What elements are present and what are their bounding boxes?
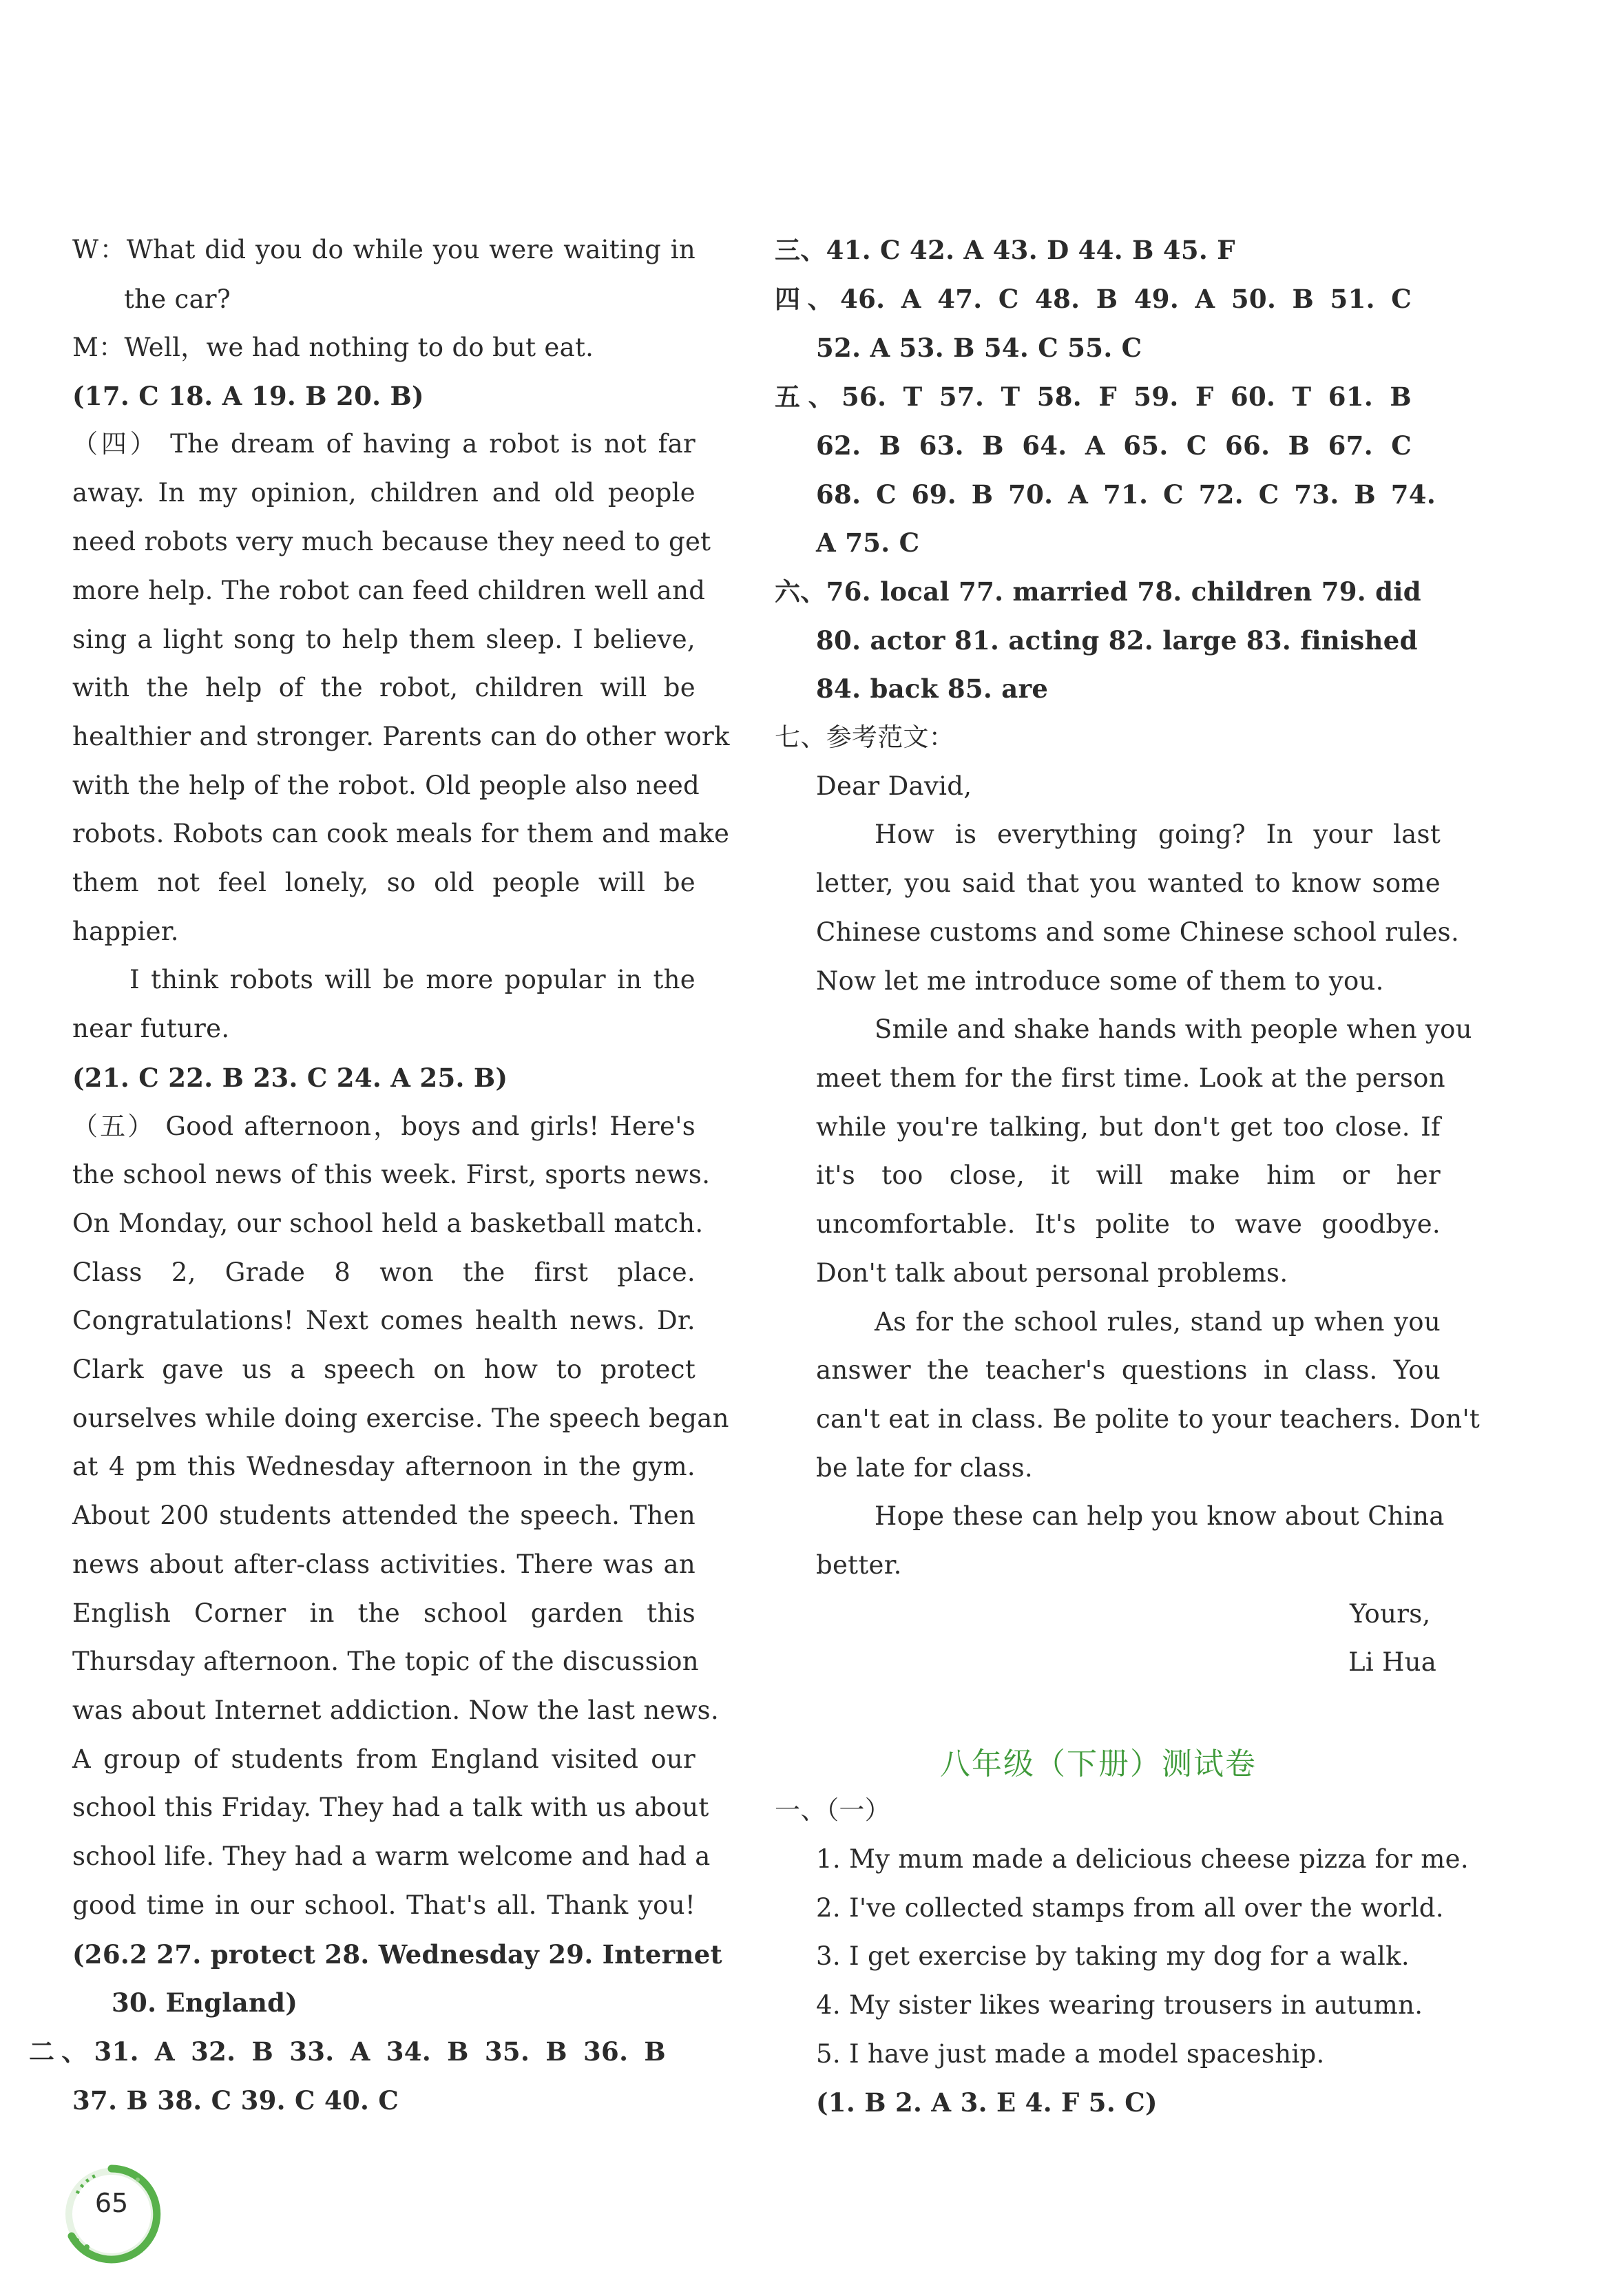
text-line: healthier and stronger. Parents can do other work [72,722,730,751]
text-line: Now let me introduce some of them to you. [816,966,1384,996]
text-line: As for the school rules, stand up when you [875,1307,1441,1337]
answer-key-line: A 75. C [816,528,920,558]
text-line: M：Well，we had nothing to do but eat. [72,333,594,362]
answer-key-line: (17. C 18. A 19. B 20. B) [72,381,424,411]
text-line: Hope these can help you know about China [875,1501,1445,1531]
letter-signature: Li Hua [1348,1647,1437,1677]
section-heading: 一、（一） [775,1795,890,1825]
text-line: On Monday, our school held a basketball match. [72,1209,704,1238]
text-line: 4. My sister likes wearing trousers in autumn. [816,1990,1423,2020]
text-line: near future. [72,1014,230,1043]
answer-key-line: 五、56. T 57. T 58. F 59. F 60. T 61. B [775,382,1412,412]
answer-key-line: (21. C 22. B 23. C 24. A 25. B) [72,1063,508,1093]
text-line: letter, you said that you wanted to know some [816,868,1441,898]
answer-key-line: 二、31. A 32. B 33. A 34. B 35. B 36. B [29,2036,666,2067]
answer-key-line: (1. B 2. A 3. E 4. F 5. C) [816,2087,1158,2118]
text-line: good time in our school. That's all. Thank you! [72,1890,696,1920]
text-line: at 4 pm this Wednesday afternoon in the gym. [72,1452,696,1481]
text-line: news about after-class activities. There was an [72,1549,696,1579]
text-line: Smile and shake hands with people when you [875,1014,1472,1044]
page-number: 65 [94,2188,129,2218]
text-line: How is everything going? In your last [875,820,1441,849]
text-line: 1. My mum made a delicious cheese pizza for me. [816,1844,1469,1874]
text-line: I think robots will be more popular in the [129,965,696,994]
text-line: school life. They had a warm welcome and had a [72,1841,711,1871]
answer-key-line: 六、76. local 77. married 78. children 79. did [775,576,1421,607]
text-line: W：What did you do while you were waiting in [72,235,696,264]
text-line: Don't talk about personal problems. [816,1258,1288,1288]
answer-key-line: 30. England) [112,1987,298,2018]
text-line: Clark gave us a speech on how to protect [72,1355,696,1384]
page-number-badge [56,2159,167,2269]
answer-key-line: 四、46. A 47. C 48. B 49. A 50. B 51. C [775,284,1412,314]
text-line: away. In my opinion, children and old people [72,478,696,508]
text-line: English Corner in the school garden this [72,1598,696,1628]
text-line: A group of students from England visited our [72,1744,696,1774]
text-line: the car? [124,284,231,314]
text-line: robots. Robots can cook meals for them and make [72,819,730,848]
text-line: sing a light song to help them sleep. I believe, [72,625,696,654]
answer-key-line: 52. A 53. B 54. C 55. C [816,333,1142,363]
answer-key-line: 37. B 38. C 39. C 40. C [72,2085,399,2116]
text-line: About 200 students attended the speech. Then [72,1501,696,1530]
answer-key-line: 三、41. C 42. A 43. D 44. B 45. F [775,235,1235,265]
text-line: ourselves while doing exercise. The speech began [72,1403,729,1433]
text-line: was about Internet addiction. Now the last news. [72,1695,720,1725]
text-line: （四） The dream of having a robot is not far [72,429,696,459]
answer-key-line: 80. actor 81. acting 82. large 83. finished [816,625,1418,656]
answer-key-line: (26.2 27. protect 28. Wednesday 29. Internet [72,1939,722,1970]
text-line: them not feel lonely, so old people will be [72,868,696,897]
text-line: Thursday afternoon. The topic of the discussion [72,1647,699,1676]
text-line: Class 2, Grade 8 won the first place. [72,1257,696,1287]
text-line: the school news of this week. First, sports news. [72,1160,711,1189]
text-line: while you're talking, but don't get too close. If [816,1112,1441,1142]
section-title: 八年级（下册）测试卷 [940,1746,1257,1782]
text-line: uncomfortable. It's polite to wave goodbye. [816,1209,1441,1239]
text-line: school this Friday. They had a talk with us about [72,1793,709,1822]
text-line: need robots very much because they need to get [72,527,711,556]
text-line: 2. I've collected stamps from all over the world. [816,1893,1444,1923]
text-line: more help. The robot can feed children well and [72,576,706,605]
text-line: answer the teacher's questions in class. You [816,1355,1441,1385]
text-line: better. [816,1550,902,1580]
answer-key-line: 84. back 85. are [816,674,1049,704]
text-line: with the help of the robot, children will be [72,673,696,702]
letter-salutation: Dear David, [816,771,972,801]
text-line: Chinese customs and some Chinese school rules. [816,917,1460,947]
text-line: happier. [72,917,179,946]
letter-closing: Yours, [1350,1599,1431,1629]
text-line: （五） Good afternoon，boys and girls! Here's [72,1112,696,1141]
text-line: with the help of the robot. Old people also need [72,771,700,800]
text-line: Congratulations! Next comes health news. Dr. [72,1306,696,1335]
text-line: 5. I have just made a model spaceship. [816,2039,1325,2069]
text-line: meet them for the first time. Look at the person [816,1063,1445,1093]
answer-key-line: 68. C 69. B 70. A 71. C 72. C 73. B 74. [816,479,1436,510]
section-heading: 七、参考范文： [775,722,955,752]
text-line: 3. I get exercise by taking my dog for a walk. [816,1941,1410,1971]
text-line: can't eat in class. Be polite to your teachers. Don't [816,1404,1481,1434]
text-line: it's too close, it will make him or her [816,1160,1441,1190]
answer-key-line: 62. B 63. B 64. A 65. C 66. B 67. C [816,430,1412,461]
text-line: be late for class. [816,1453,1033,1483]
